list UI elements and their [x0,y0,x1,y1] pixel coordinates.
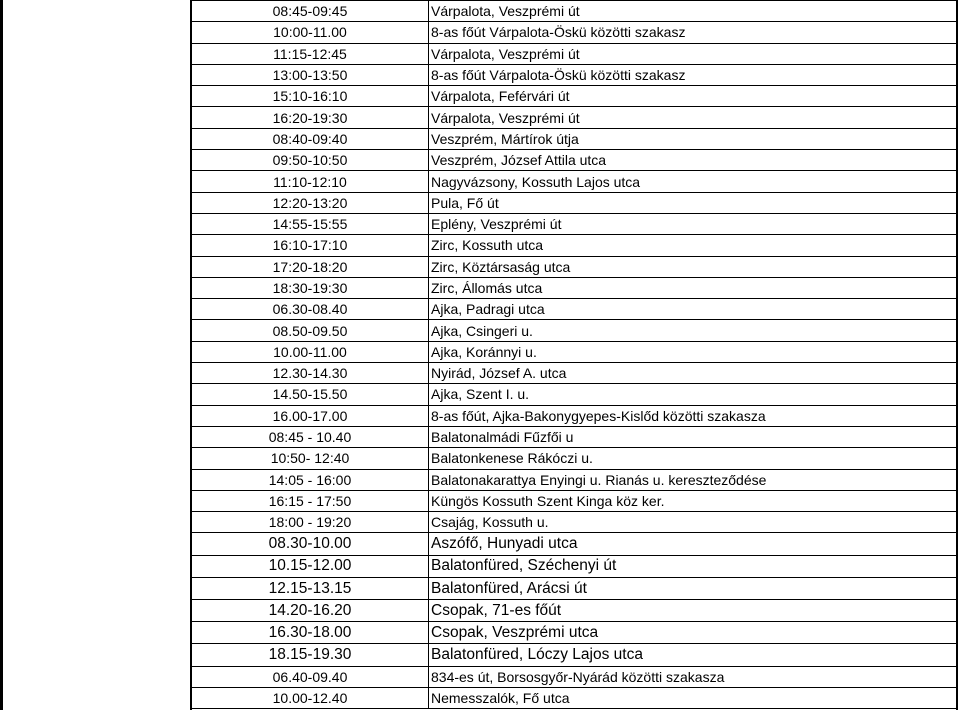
location-cell: Csopak, 71-es főút [429,599,957,621]
time-cell: 14:05 - 16:00 [192,469,429,490]
table-row [192,512,957,533]
location-cell: Balatonkenese Rákóczi u. [429,448,957,469]
time-cell: 09:50-10:50 [192,150,429,171]
schedule-table-body [192,1,957,709]
time-cell: 11:10-12:10 [192,171,429,192]
table-row [192,384,957,405]
time-cell: 18:30-19:30 [192,277,429,298]
time-cell: 14.50-15.50 [192,384,429,405]
time-cell: 08:45-09:45 [192,1,429,22]
location-cell: Eplény, Veszprémi út [429,213,957,234]
table-row [192,490,957,511]
location-cell: Pula, Fő út [429,192,957,213]
location-cell: Balatonfüred, Lóczy Lajos utca [429,644,957,666]
table-row [192,235,957,256]
table-row [192,426,957,447]
time-cell: 12.15-13.15 [192,577,429,599]
schedule-table [191,0,957,709]
table-row [192,128,957,149]
time-cell: 18.15-19.30 [192,644,429,666]
time-cell: 16.00-17.00 [192,405,429,426]
time-cell: 10:50- 12:40 [192,448,429,469]
time-cell: 14:55-15:55 [192,213,429,234]
time-cell: 10.00-11.00 [192,341,429,362]
table-row [192,533,957,555]
location-cell: Balatonakarattya Enyingi u. Rianás u. kereszteződése [429,469,957,490]
table-row [192,405,957,426]
time-cell: 10.15-12.00 [192,555,429,577]
location-cell: 8-as főút, Ajka-Bakonygyepes-Kislőd közötti szakasza [429,405,957,426]
table-row [192,192,957,213]
time-cell: 17:20-18:20 [192,256,429,277]
location-cell: Balatonfüred, Arácsi út [429,577,957,599]
time-cell: 10.00-12.40 [192,687,429,708]
time-cell: 15:10-16:10 [192,86,429,107]
location-cell: Ajka, Koránnyi u. [429,341,957,362]
time-cell: 08.50-09.50 [192,320,429,341]
time-cell: 11:15-12:45 [192,43,429,64]
location-cell: Balatonfüred, Széchenyi út [429,555,957,577]
table-row [192,644,957,666]
location-cell: Zirc, Állomás utca [429,277,957,298]
location-cell: Ajka, Csingeri u. [429,320,957,341]
table-row [192,277,957,298]
location-cell: 8-as főút Várpalota-Öskü közötti szakasz [429,22,957,43]
table-row [192,256,957,277]
location-cell: Aszófő, Hunyadi utca [429,533,957,555]
table-row [192,599,957,621]
time-cell: 08.30-10.00 [192,533,429,555]
location-cell: Veszprém, József Attila utca [429,150,957,171]
table-row [192,687,957,708]
table-row [192,22,957,43]
location-cell: Balatonalmádi Fűzfői u [429,426,957,447]
time-cell: 16:20-19:30 [192,107,429,128]
location-cell: Veszprém, Mártírok útja [429,128,957,149]
table-row [192,150,957,171]
time-cell: 16:15 - 17:50 [192,490,429,511]
table-row [192,341,957,362]
table-row [192,555,957,577]
table-row [192,363,957,384]
time-cell: 08:40-09:40 [192,128,429,149]
table-row [192,622,957,644]
location-cell: Ajka, Padragi utca [429,299,957,320]
location-cell: Várpalota, Veszprémi út [429,107,957,128]
location-cell: Csopak, Veszprémi utca [429,622,957,644]
time-cell: 08:45 - 10.40 [192,426,429,447]
time-cell: 16.30-18.00 [192,622,429,644]
table-row [192,577,957,599]
time-cell: 12:20-13:20 [192,192,429,213]
time-cell: 13:00-13:50 [192,64,429,85]
location-cell: Zirc, Köztársaság utca [429,256,957,277]
table-row [192,1,957,22]
location-cell: 834-es út, Borsosgyőr-Nyárád közötti szakasza [429,666,957,687]
table-row [192,448,957,469]
time-cell: 06.30-08.40 [192,299,429,320]
time-cell: 18:00 - 19:20 [192,512,429,533]
location-cell: Nemesszalók, Fő utca [429,687,957,708]
table-row [192,469,957,490]
location-cell: Nagyvázsony, Kossuth Lajos utca [429,171,957,192]
table-row [192,299,957,320]
time-cell: 10:00-11.00 [192,22,429,43]
table-row [192,86,957,107]
time-cell: 06.40-09.40 [192,666,429,687]
location-cell: Zirc, Kossuth utca [429,235,957,256]
table-row [192,213,957,234]
location-cell: Várpalota, Feférvári út [429,86,957,107]
location-cell: Nyirád, József A. utca [429,363,957,384]
location-cell: 8-as főút Várpalota-Öskü közötti szakasz [429,64,957,85]
left-border-line [0,0,3,710]
location-cell: Küngös Kossuth Szent Kinga köz ker. [429,490,957,511]
time-cell: 16:10-17:10 [192,235,429,256]
table-row [192,43,957,64]
table-row [192,171,957,192]
time-cell: 14.20-16.20 [192,599,429,621]
location-cell: Várpalota, Veszprémi út [429,1,957,22]
location-cell: Csajág, Kossuth u. [429,512,957,533]
location-cell: Várpalota, Veszprémi út [429,43,957,64]
table-row [192,666,957,687]
table-row [192,64,957,85]
time-cell: 12.30-14.30 [192,363,429,384]
table-row [192,107,957,128]
location-cell: Ajka, Szent I. u. [429,384,957,405]
table-row [192,320,957,341]
